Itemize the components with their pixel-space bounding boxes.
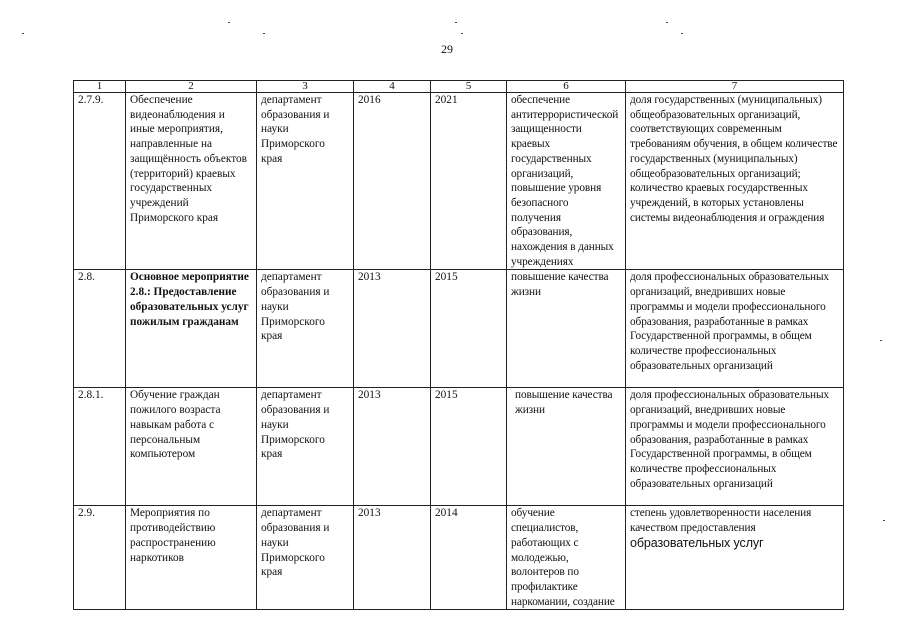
scan-speck [883,520,885,521]
scan-speck [228,22,230,23]
expected-result: повышение качества жизни [507,270,626,388]
measures-table [73,80,844,610]
executor: департамент образования и науки Приморского края [257,270,354,388]
indicator-text: степень удовлетворенности населения качеством предоставления [630,507,812,535]
indicator-text-tail: образовательных услуг [630,535,764,550]
expected-result: повышение качества жизни [507,388,626,506]
row-number: 2.9. [74,506,126,610]
header-cell: 4 [354,81,431,93]
scan-speck [22,33,24,34]
indicator: доля государственных (муниципальных) общеобразовательных организаций, соответствующих современным требованиям обучения, в общем количестве государственных (муниципальных) общеобразовательных организаций; количество краевых государственных учреждений, в которых установлены системы видеонаблюдения и ограждения [626,93,844,270]
header-cell: 5 [431,81,507,93]
indicator: доля профессиональных образовательных организаций, внедривших новые программы и модели профессионального образования, разработанные в рамках Государственной программы, в общем количестве профессиональных образовательных организаций [626,270,844,388]
expected-result: обеспечение антитеррористической защищенности краевых государственных организаций, повышение уровня безопасного получения образования, нахождения в данных учреждениях [507,93,626,270]
scan-speck [681,33,683,34]
row-number: 2.7.9. [74,93,126,270]
indicator [626,506,844,610]
end-year: 2015 [431,270,507,388]
end-year: 2015 [431,388,507,506]
measure-name: Обучение граждан пожилого возраста навыкам работа с персональным компьютером [126,388,257,506]
executor: департамент образования и науки Приморского края [257,388,354,506]
row-number: 2.8.1. [74,388,126,506]
page-number: 29 [441,42,453,56]
scan-speck [461,33,463,34]
executor: департамент образования и науки Приморского края [257,506,354,610]
table-row [74,506,844,610]
scan-speck [263,33,265,34]
measure-name: Мероприятия по противодействию распространению наркотиков [126,506,257,610]
table-row [74,93,844,270]
end-year: 2014 [431,506,507,610]
indicator: доля профессиональных образовательных организаций, внедривших новые программы и модели профессионального образования, разработанные в рамках Государственной программы, в общем количестве профессиональных образовательных организаций [626,388,844,506]
header-cell: 3 [257,81,354,93]
table-row [74,388,844,506]
scan-speck [455,22,457,23]
start-year: 2013 [354,506,431,610]
end-year: 2021 [431,93,507,270]
measure-name: Обеспечение видеонаблюдения и иные мероприятия, направленные на защищённость объектов (территорий) краевых государственных учреждений Приморского края [126,93,257,270]
scan-speck [880,340,882,341]
start-year: 2013 [354,270,431,388]
executor: департамент образования и науки Приморского края [257,93,354,270]
header-row [74,81,844,93]
table-row [74,270,844,388]
row-number: 2.8. [74,270,126,388]
header-cell: 6 [507,81,626,93]
scan-speck [666,22,668,23]
measure-name: Основное мероприятие 2.8.: Предоставление образовательных услуг пожилым гражданам [126,270,257,388]
start-year: 2013 [354,388,431,506]
header-cell: 7 [626,81,844,93]
expected-result: обучение специалистов, работающих с молодежью, волонтеров по профилактике наркомании, создание [507,506,626,610]
header-cell: 2 [126,81,257,93]
start-year: 2016 [354,93,431,270]
header-cell: 1 [74,81,126,93]
